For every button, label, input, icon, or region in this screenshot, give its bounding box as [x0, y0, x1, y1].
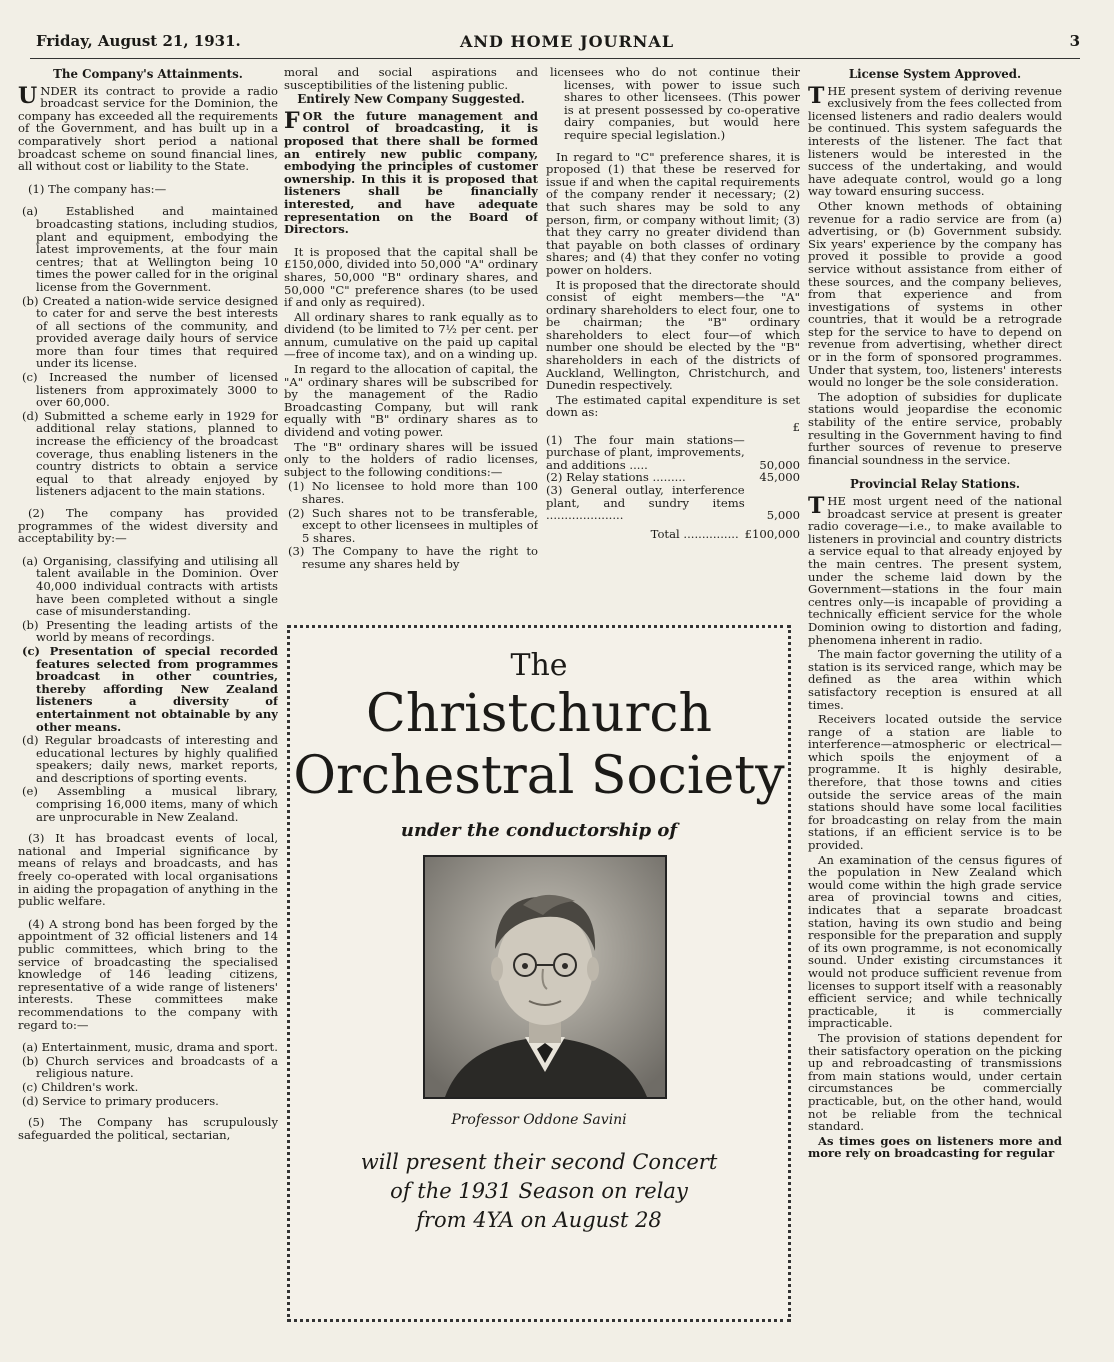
list-item: (a) Established and maintained broadcasting stations, including studios, plant and equipment, embodying the latest improvements, at the four main centres; that at Wellington being 10 times the power called for in the original license from the Government.: [22, 204, 278, 294]
ad-announcement-line: will present their second Concert: [360, 1150, 718, 1174]
column-4: [808, 66, 1062, 1346]
expenditure-label: (1) The four main stations—purchase of plant, improvements, and additions .....: [546, 432, 745, 472]
total-amount: £100,000: [744, 526, 800, 541]
paragraph: [808, 495, 1062, 646]
header-journal-title: AND HOME JOURNAL: [460, 32, 675, 51]
paragraph: Receivers located outside the service range of a station are liable to interference—atmospheric or electrical—which spoils the enjoyment of a programme. It is highly desirable, therefore, that those towns and cities outside the service areas of the main stations should have some local facilities for broadcasting on relay from the main stations, if an efficient service is to be provided.: [808, 712, 1062, 853]
paragraph: [808, 82, 1062, 199]
list-item: (d) Regular broadcasts of interesting and educational lectures by highly qualified speakers; daily news, market reports, and descriptions of sporting events.: [22, 733, 278, 785]
list-item: (b) Created a nation-wide service designed to cater for and serve the best interests of all sections of the community, and provided average daily hours of service more than four times that required under its license.: [22, 293, 278, 371]
expenditure-label: (3) General outlay, interference plant, and sundry items .....................: [546, 483, 745, 523]
column-2: [284, 66, 538, 626]
list-item: (b) Church services and broadcasts of a religious nature.: [22, 1053, 278, 1081]
total-label: Total ...............: [650, 526, 739, 541]
intro-text: HE most urgent need of the national broadcast service at present is greater radio coverage—i.e., to make available to listeners in provincial and country districts a service equal to that already enjoyed by the main centres. The present system, under the scheme laid down by the Government—stations in the four main centres only—is incapable of providing a technically efficient service for the whole Dominion owing to distortion and fading, phenomena inherent in radio.: [808, 494, 1062, 647]
paragraph: [284, 107, 538, 237]
paragraph: In regard to the allocation of capital, the "A" ordinary shares will be subscribed for by the management of the Radio Broadcasting Company, but will rank equally with "B" ordinary shares as to dividend and voting power.: [284, 362, 538, 440]
expenditure-amount: 5,000: [766, 508, 800, 523]
currency-symbol: £: [792, 420, 800, 435]
expenditure-amount: 50,000: [759, 457, 800, 472]
list-item: (c) Presentation of special recorded features selected from programmes broadcast in other countries, thereby affording New Zealand listeners a diversity of entertainment not obtainable by any other means.: [22, 643, 278, 734]
drop-cap: F: [284, 107, 300, 134]
list-item: (c) Children's work.: [22, 1079, 139, 1094]
paragraph: (3) It has broadcast events of local, national and Imperial significance by means of relays and broadcasts, and has freely co-operated with local organisations in aiding the propagation of anything in the public welfare.: [18, 831, 278, 909]
conductor-portrait-photo: [423, 855, 667, 1099]
list-item: (3) The Company to have the right to resume any shares held by: [288, 544, 538, 571]
header-date: Friday, August 21, 1931.: [36, 32, 241, 50]
intro-text: OR the future management and control of broadcasting, it is proposed that there shall be formed an entirely new public company, embodying the principles of customer ownership. In this it is proposed that listeners shall be financially interested, and have adequate representation on the Board of Directors.: [284, 108, 538, 237]
list-item: (2) Such shares not to be transferable, except to other licensees in multiples of 5 shares.: [288, 505, 538, 545]
list-item: (a) Entertainment, music, drama and sport.: [22, 1040, 278, 1055]
drop-cap: T: [808, 82, 825, 109]
column-3: [546, 66, 800, 626]
paragraph: (4) A strong bond has been forged by the appointment of 32 official listeners and 14 public committees, which bring to the service of broadcasting the specialised knowledge of 146 leading citizens, representative of a wide range of listeners' interests. These committees make recommendations to the company with regard to:—: [18, 916, 278, 1032]
paragraph: (2) The company has provided programmes of the widest diversity and acceptability by:—: [18, 506, 278, 546]
paragraph: As times goes on listeners more and more rely on broadcasting for regular: [808, 1133, 1062, 1161]
paragraph: [18, 82, 278, 174]
paragraph: licensees who do not continue their licenses, with power to issue such shares to other licensees. (This power is at present possessed by co-operative dairy companies, but would here require special legislation.): [550, 66, 800, 142]
intro-text: HE present system of deriving revenue exclusively from the fees collected from licensed listeners and radio dealers would be continued. This system safeguards the interests of the listener. The fact that listeners would be interested in the success of the undertaking, and would have adequate control, would go a long way toward ensuring success.: [808, 83, 1062, 199]
paragraph: The estimated capital expenditure is set down as:: [546, 392, 800, 420]
ad-society-name-line1: Christchurch: [366, 684, 712, 744]
ad-the: The: [510, 648, 568, 683]
list-item: (e) Assembling a musical library, comprising 16,000 items, many of which are unprocurable in New Zealand.: [22, 784, 278, 824]
heading-new-company: Entirely New Company Suggested.: [297, 92, 525, 107]
table-row-total: [546, 522, 800, 541]
heading-license-system: License System Approved.: [848, 67, 1022, 81]
drop-cap: T: [808, 493, 825, 519]
ad-conductorship: under the conductorship of: [400, 820, 678, 841]
paragraph: It is proposed that the capital shall be £150,000, divided into 50,000 "A" ordinary shares, 50,000 "B" ordinary shares, and 50,000 "C" preference shares (to be used if and only as required).: [284, 244, 538, 310]
intro-text: NDER its contract to provide a radio broadcast service for the Dominion, the company has exceeded all the requirements of the Government, and has built up in a comparatively short period a national broadcast scheme on sound financial lines, all without cost or liability to the State.: [18, 83, 278, 174]
table-row: [546, 434, 800, 472]
list-item: (b) Presenting the leading artists of the world by means of recordings.: [22, 617, 278, 645]
drop-cap: U: [18, 82, 38, 109]
expenditure-label: (2) Relay stations .........: [546, 470, 686, 485]
column-1: [18, 66, 278, 1346]
header-rule: [30, 58, 1080, 59]
ad-photo-caption: Professor Oddone Savini: [451, 1112, 627, 1128]
heading-company-attainments: The Company's Attainments.: [53, 67, 243, 81]
paragraph: Other known methods of obtaining revenue for a radio service are from (a) advertising, or (b) Government subsidy. Six years' experience by the company has proved it possible to provide a good service without assistance from either of these sources, and the company believes, from that experience and from investigations of systems in other countries, that it would be a retrograde step for the service to have to depend on revenue from advertising, whether direct or in the form of sponsored programmes. Under that system, too, listeners' interests would no longer be the sole consideration.: [808, 198, 1062, 390]
paragraph: moral and social aspirations and susceptibilities of the listening public.: [284, 66, 538, 92]
paragraph: The provision of stations dependent for their satisfactory operation on the picking up and rebroadcasting of transmissions from main stations would, under certain circumstances be commercially practicable, but, on the other hand, would not be reliable from the technical standard.: [808, 1030, 1062, 1134]
paragraph: An examination of the census figures of the population in New Zealand which would come within the high grade service area of provincial towns and cities, indicates that a separate broadcast station, having its own studio and being responsible for the preparation and supply of its own programme, is not economically sound. Under existing circumstances it would not produce sufficient revenue from licenses to support itself with a reasonably efficient service; and while technically practicable, it is commercially impracticable.: [808, 852, 1062, 1031]
table-row: [546, 421, 800, 434]
ad-society-name-line2: Orchestral Society: [293, 746, 785, 806]
list-item: (d) Submitted a scheme early in 1929 for additional relay stations, planned to increase the efficiency of the broadcast coverage, thus enabling listeners in the country districts to obtain a service equal to that already enjoyed by listeners adjacent to the main stations.: [22, 408, 278, 499]
paragraph: (1) The company has:—: [28, 181, 167, 196]
expenditure-amount: 45,000: [759, 470, 800, 485]
ad-announcement-line: of the 1931 Season on relay: [390, 1179, 688, 1203]
paragraph: In regard to "C" preference shares, it is proposed (1) that these be reserved for issue if and when the capital requirements of the company render it necessary; (2) that such shares may be sold to any person, firm, or company without limit; (3) that they carry no greater dividend than that payable on both classes of ordinary shares; and (4) that they confer no voting power on holders.: [546, 149, 800, 277]
paragraph: The main factor governing the utility of a station is its serviced range, which may be defined as the area within which satisfactory reception is ensured at all times.: [808, 647, 1062, 712]
paragraph: (5) The Company has scrupulously safeguarded the political, sectarian,: [18, 1115, 278, 1142]
portrait-illustration: [425, 857, 665, 1097]
ad-concert-announcement: [290, 1148, 788, 1235]
list-item: (1) No licensee to hold more than 100 shares.: [288, 479, 538, 506]
expenditure-table: [546, 421, 800, 540]
paragraph: It is proposed that the directorate should consist of eight members—the "A" ordinary shareholders to elect four, one to be chairman; the "B" ordinary shareholders to elect four—of which number one should be elected by the "B" shareholders in each of the districts of Auckland, Wellington, Christchurch, and Dunedin respectively.: [546, 277, 800, 393]
page-header: [30, 32, 1080, 54]
paragraph: The adoption of subsidies for duplicate stations would jeopardise the economic stability of the entire service, probably resulting in the Government having to find further sources of revenue to preserve financial soundness in the service.: [808, 389, 1062, 467]
heading-provincial-relay: Provincial Relay Stations.: [850, 477, 1020, 492]
list-item: (a) Organising, classifying and utilising all talent available in the Dominion. Over 40,000 individual contracts with artists have been completed without a single case of misunderstanding.: [22, 553, 278, 619]
ad-announcement-line: from 4YA on August 28: [416, 1208, 662, 1232]
list-item: (d) Service to primary producers.: [22, 1093, 219, 1108]
list-item: (c) Increased the number of licensed listeners from approximately 3000 to over 60,000.: [22, 370, 278, 410]
header-page-number: 3: [1069, 32, 1080, 50]
paragraph: All ordinary shares to rank equally as to dividend (to be limited to 7½ per cent. per annum, cumulative on the paid up capital—free of income tax), and on a winding up.: [284, 309, 538, 362]
concert-advertisement: [287, 625, 791, 1322]
paragraph: The "B" ordinary shares will be issued only to the holders of radio licenses, subject to the following conditions:—: [284, 439, 538, 479]
table-row: [546, 484, 800, 522]
